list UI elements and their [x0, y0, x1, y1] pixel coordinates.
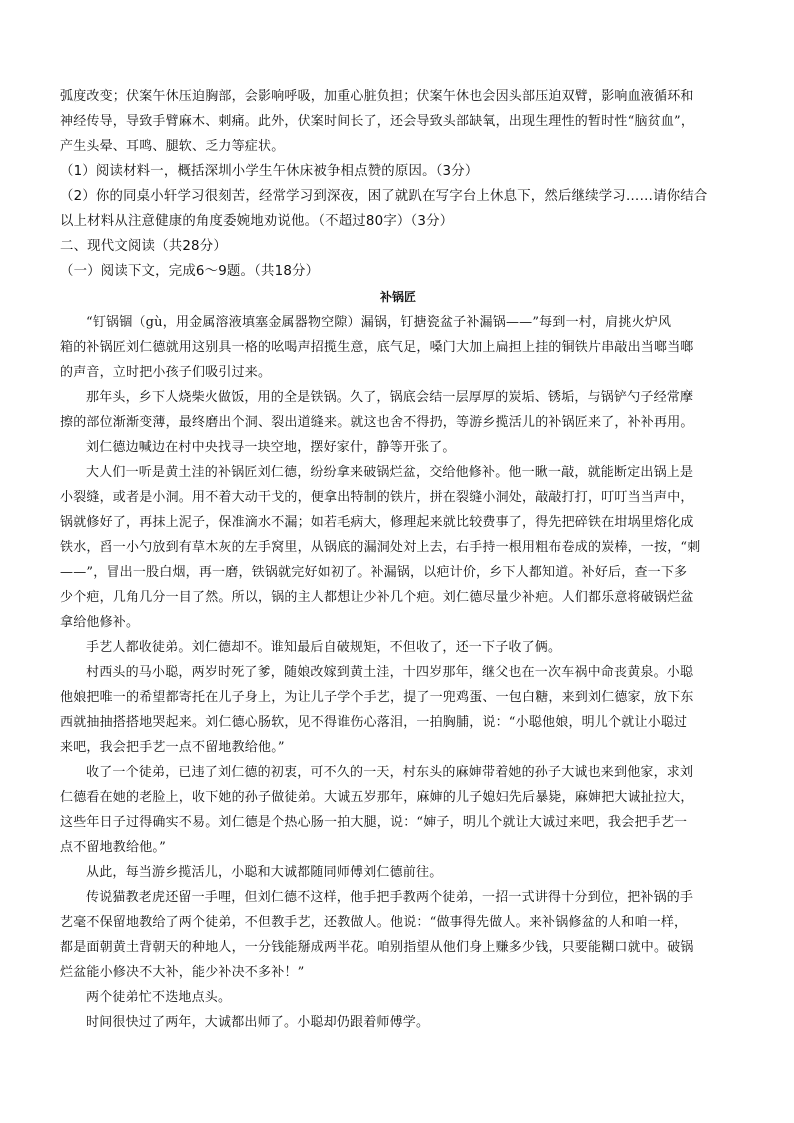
paragraph-line: 拿给他修补。 [60, 615, 140, 630]
paragraph [60, 1010, 736, 1035]
paragraph [60, 985, 736, 1010]
question-2-cont: 以上材料从注意健康的角度委婉地劝说他。（不超过80字）（3分） [60, 214, 454, 229]
section-heading: 二、现代文阅读（共28分） [60, 239, 227, 254]
paragraph-line: 艺毫不保留地教给了两个徒弟，不但教手艺，还教做人。他说：“做事得先做人。来补锅修盆的人和咱一样， [60, 915, 688, 930]
paragraph-line: 来吧，我会把手艺一点不留地教给他。” [60, 740, 285, 755]
intro-tail [60, 84, 736, 159]
document-page [60, 84, 736, 1035]
paragraph-line: 点不留地教给他。” [60, 840, 166, 855]
subsection-heading: （一）阅读下文，完成6～9题。（共18分） [60, 264, 320, 279]
paragraph-line: 擦的部位渐渐变薄，最终磨出个洞、裂出道缝来。就这也舍不得扔，等游乡揽活儿的补锅匠来了，补补再用。 [60, 415, 694, 430]
paragraph-line: 刘仁德边喊边在村中央找寻一块空地，摆好家什，静等开张了。 [86, 440, 456, 455]
article-body [60, 310, 736, 1035]
paragraph-line: ——”，冒出一股白烟，再一磨，铁锅就完好如初了。补漏锅，以疤计价，乡下人都知道。补好后，查一下多 [60, 565, 688, 580]
paragraph-line: 的声音，立时把小孩子们吸引过来。 [60, 365, 272, 380]
text-line: 弧度改变；伏案午休压迫胸部，会影响呼吸，加重心脏负担；伏案午休也会因头部压迫双臂，影响血液循环和 [60, 89, 694, 104]
question-1: （1）阅读材料一，概括深圳小学生午休床被争相点赞的原因。（3分） [60, 164, 479, 179]
paragraph-line: 手艺人都收徒弟。刘仁德却不。谁知最后自破规矩，不但收了，还一下子收了俩。 [86, 640, 562, 655]
text-line: 产生头晕、耳鸣、腿软、乏力等症状。 [60, 139, 285, 154]
paragraph-line: 收了一个徒弟，已违了刘仁德的初衷，可不久的一天，村东头的麻婶带着她的孙子大诚也来到他家，求刘 [86, 765, 694, 780]
paragraph-line: 都是面朝黄土背朝天的种地人，一分钱能掰成两半花。咱别指望从他们身上赚多少钱，只要能糊口就中。破锅 [60, 940, 694, 955]
paragraph-line: 两个徒弟忙不迭地点头。 [86, 990, 232, 1005]
paragraph-line: 锅就修好了，再抹上泥子，保准滴水不漏；如若毛病大，修理起来就比较费事了，得先把碎铁在坩埚里熔化成 [60, 515, 694, 530]
paragraph-line: 少个疤，几角几分一目了然。所以，锅的主人都想让少补几个疤。刘仁德尽量少补疤。人们都乐意将破锅烂盆 [60, 590, 694, 605]
paragraph-line: 烂盆能小修决不大补，能少补决不多补！” [60, 965, 305, 980]
paragraph-line: 这些年日子过得确实不易。刘仁德是个热心肠一拍大腿，说：“婶子，明儿个就让大诚过来吧，我会把手艺一 [60, 815, 688, 830]
paragraph [60, 860, 736, 885]
paragraph [60, 385, 736, 435]
paragraph-line: 传说猫教老虎还留一手哩，但刘仁德不这样，他手把手教两个徒弟，一招一式讲得十分到位，把补锅的手 [86, 890, 694, 905]
paragraph-line: 箱的补锅匠刘仁德就用这别具一格的吆喝声招揽生意，底气足，嗓门大加上扁担上挂的铜铁片串敲出当啷当啷 [60, 340, 694, 355]
paragraph [60, 660, 736, 760]
paragraph-line: 西就抽抽搭搭地哭起来。刘仁德心肠软，见不得谁伤心落泪，一拍胸脯，说：“小聪他娘，明儿个就让小聪过 [60, 715, 688, 730]
paragraph-line: 小裂缝，或者是小洞。用不着大动干戈的，便拿出特制的铁片，拼在裂缝小洞处，敲敲打打，叮叮当当声中， [60, 490, 694, 505]
paragraph [60, 460, 736, 635]
paragraph-line: 从此，每当游乡揽活儿，小聪和大诚都随同师傅刘仁德前往。 [86, 865, 443, 880]
question-list [60, 159, 736, 234]
paragraph-line: 他娘把唯一的希望都寄托在儿子身上，为让儿子学个手艺，提了一兜鸡蛋、一包白糖，来到刘仁德家，放下东 [60, 690, 694, 705]
paragraph-line: 大人们一听是黄土洼的补锅匠刘仁德，纷纷拿来破锅烂盆，交给他修补。他一瞅一敲，就能断定出锅上是 [86, 465, 694, 480]
paragraph [60, 435, 736, 460]
paragraph-line: 时间很快过了两年，大诚都出师了。小聪却仍跟着师傅学。 [86, 1015, 430, 1030]
text-line: 神经传导，导致手臂麻木、刺痛。此外，伏案时间长了，还会导致头部缺氧，出现生理性的暂时性“脑贫血”， [60, 114, 695, 129]
paragraph-line: 那年头，乡下人烧柴火做饭，用的全是铁锅。久了，锅底会结一层厚厚的炭垢、锈垢，与锅铲勺子经常摩 [86, 390, 694, 405]
question-2: （2）你的同桌小轩学习很刻苦，经常学习到深夜，困了就趴在写字台上休息下，然后继续学习……请你结合 [60, 189, 708, 204]
paragraph [60, 885, 736, 985]
article-title: 补锅匠 [379, 290, 416, 304]
paragraph [60, 635, 736, 660]
paragraph-line: “钉锅锢（gù，用金属溶液填塞金属器物空隙）漏锅，钉搪瓷盆子补漏锅——”每到一村，肩挑火炉风 [86, 315, 672, 330]
paragraph-line: 仁德看在她的老脸上，收下她的孙子做徒弟。大诚五岁那年，麻婶的儿子媳妇先后暴毙，麻婶把大诚扯拉大， [60, 790, 694, 805]
paragraph [60, 760, 736, 860]
paragraph-line: 铁水，舀一小勺放到有草木灰的左手窝里，从锅底的漏洞处対上去，右手持一根用粗布卷成的炭棒，一按，“刺 [60, 540, 701, 555]
paragraph-line: 村西头的马小聪，两岁时死了爹，随娘改嫁到黄土洼，十四岁那年，继父也在一次车祸中命丧黄泉。小聪 [86, 665, 694, 680]
paragraph [60, 310, 736, 385]
